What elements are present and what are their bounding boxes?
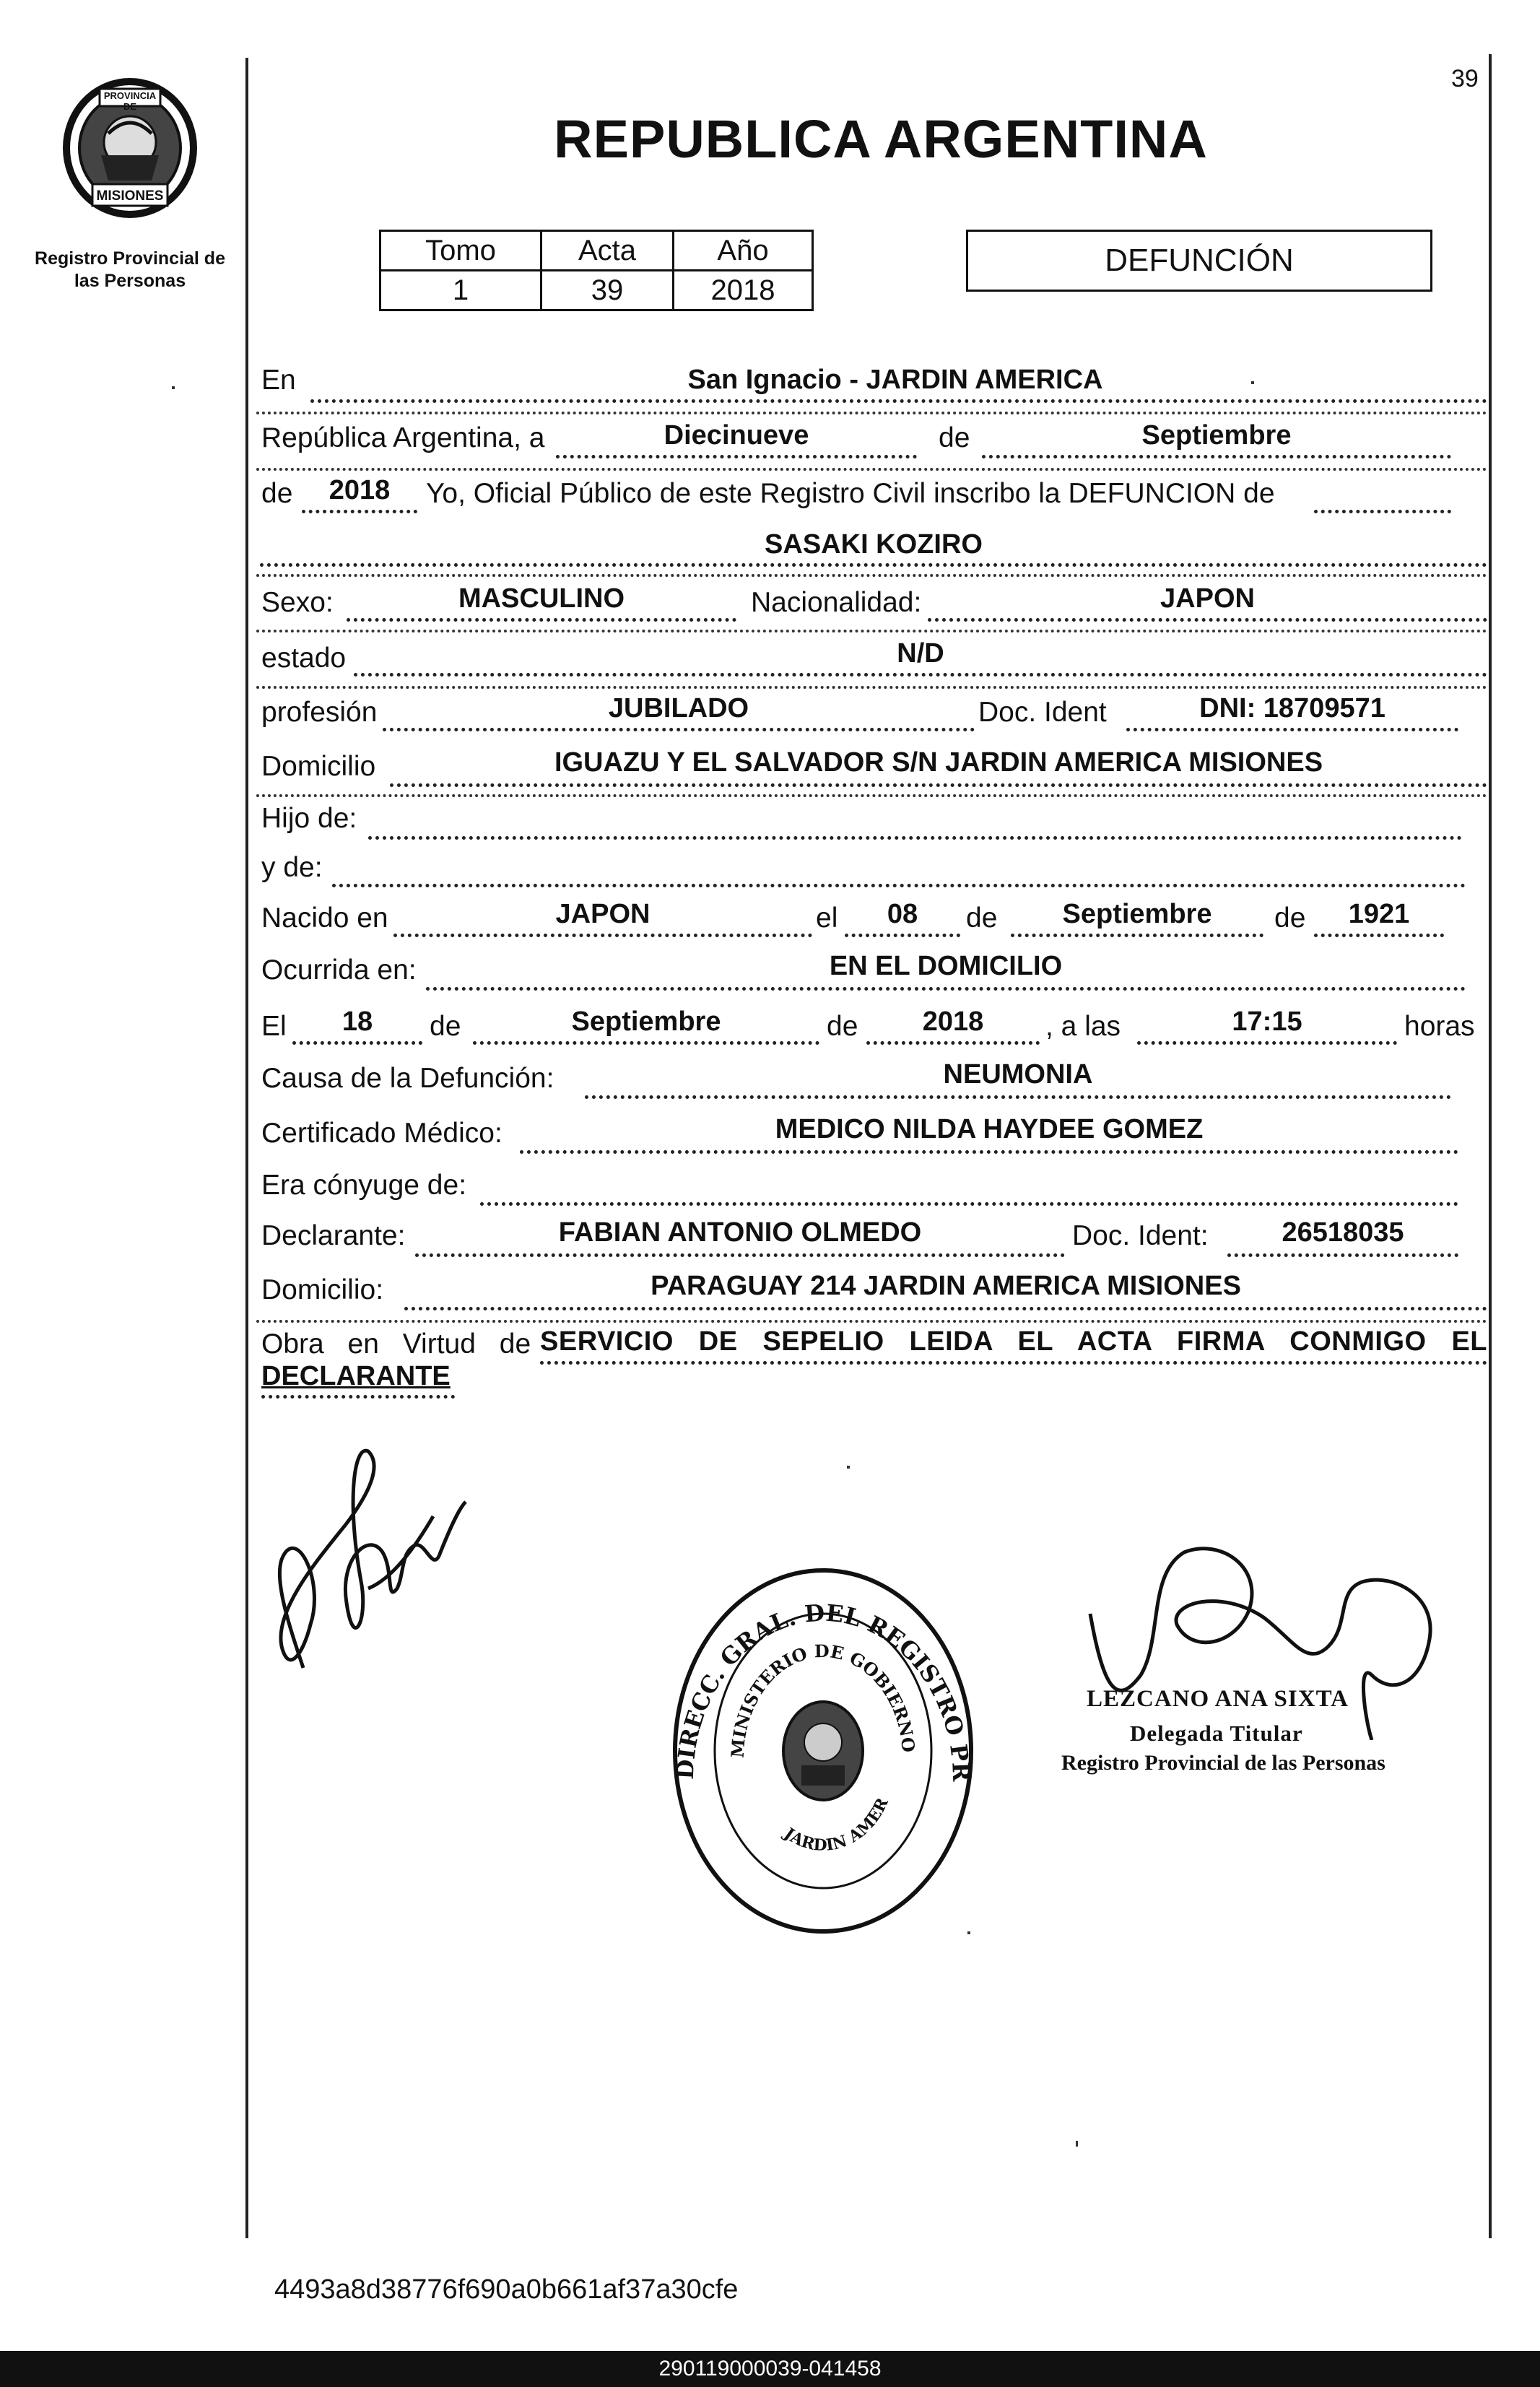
barcode-bar: 290119000039-041458 (0, 2351, 1540, 2387)
estado-value: N/D (897, 638, 944, 669)
page-title: REPUBLICA ARGENTINA (554, 109, 1208, 169)
birth-day: 08 (887, 899, 918, 929)
conyuge-label: Era cónyuge de: (261, 1170, 467, 1201)
domicilio2-label: Domicilio: (261, 1274, 384, 1305)
domicilio2-dots (404, 1307, 1487, 1310)
estado-label: estado (261, 643, 347, 674)
document-hash: 4493a8d38776f690a0b661af37a30cfe (274, 2274, 739, 2305)
republica-label: República Argentina, a (261, 422, 545, 453)
logo-text-bottom: MISIONES (96, 188, 164, 204)
hijo-label: Hijo de: (261, 803, 357, 834)
oficial-text: Yo, Oficial Público de este Registro Civil inscribo la DEFUNCION de (426, 478, 1275, 509)
row-separator (256, 630, 1487, 632)
de1-label: de (939, 422, 970, 453)
row-separator (256, 468, 1487, 471)
stamp-outer-text: DIRECC. GRAL. DEL REGISTRO PR (671, 1599, 975, 1782)
year-value: 2018 (329, 475, 391, 505)
certificado-dots (520, 1150, 1458, 1154)
row-separator (256, 1320, 1487, 1323)
acta-header: Acta (541, 231, 674, 271)
death-day-dots (292, 1041, 422, 1045)
declarant-signature (260, 1437, 469, 1697)
ocurrida-dots (426, 987, 1466, 991)
row-separator (256, 574, 1487, 577)
stamp-inner-text: MINISTERIO DE GOBIERNO (726, 1640, 920, 1759)
sexo-label: Sexo: (261, 587, 334, 618)
speck (1076, 2141, 1078, 2147)
death-time: 17:15 (1232, 1006, 1302, 1037)
causa-value: NEUMONIA (943, 1059, 1093, 1090)
profesion-value: JUBILADO (608, 693, 749, 723)
row-separator (256, 686, 1487, 689)
record-table (379, 230, 814, 311)
row-separator (256, 412, 1487, 414)
hijo-dots (368, 836, 1462, 840)
obra-value-line2: DECLARANTE (261, 1361, 451, 1391)
profesion-label: profesión (261, 697, 378, 728)
declarante-value: FABIAN ANTONIO OLMEDO (558, 1217, 922, 1248)
page-number: 39 (1451, 65, 1479, 92)
death-time-dots (1137, 1041, 1397, 1045)
birth-day-dots (845, 934, 960, 937)
logo-text-top: PROVINCIA DE (103, 90, 157, 112)
sexo-dots (347, 618, 736, 622)
nacido-dots (393, 934, 812, 937)
day-dots (556, 455, 917, 458)
causa-dots (585, 1095, 1451, 1099)
obra-label: Obra en Virtud de (261, 1329, 531, 1360)
anio-header: Año (674, 231, 813, 271)
y-de-dots (332, 884, 1466, 887)
month-dots (982, 455, 1451, 458)
de4-label: de (1274, 903, 1306, 934)
de5-label: de (430, 1011, 461, 1042)
el-label: el (816, 903, 838, 934)
speck (172, 386, 175, 389)
registrar-role: Delegada Titular (1130, 1721, 1303, 1746)
death-year: 2018 (922, 1006, 984, 1037)
en-dots (310, 399, 1487, 403)
deceased-name: SASAKI KOZIRO (765, 529, 983, 560)
day-value: Diecinueve (664, 420, 809, 451)
name-dots (260, 563, 1487, 567)
certificado-value: MEDICO NILDA HAYDEE GOMEZ (775, 1114, 1204, 1144)
birth-year-dots (1314, 934, 1444, 937)
nacido-label: Nacido en (261, 903, 388, 934)
de6-label: de (827, 1011, 858, 1042)
birth-month: Septiembre (1062, 899, 1212, 929)
en-value: San Ignacio - JARDIN AMERICA (687, 365, 1103, 395)
declarante-label: Declarante: (261, 1220, 406, 1251)
obra-value-line1: SERVICIO DE SEPELIO LEIDA EL ACTA FIRMA CONMIGO EL (540, 1326, 1487, 1357)
ocurrida-value: EN EL DOMICILIO (829, 951, 1063, 981)
nacido-value: JAPON (555, 899, 651, 929)
birth-year: 1921 (1348, 899, 1410, 929)
doc-value: DNI: 18709571 (1199, 693, 1385, 723)
certificado-label: Certificado Médico: (261, 1118, 503, 1149)
tomo-value: 1 (380, 271, 541, 310)
birth-month-dots (1011, 934, 1263, 937)
nacionalidad-dots (928, 618, 1487, 622)
official-stamp (664, 1563, 982, 1939)
province-logo (58, 76, 202, 220)
domicilio-label: Domicilio (261, 751, 376, 782)
speck (967, 1931, 970, 1934)
domicilio-dots (390, 783, 1487, 787)
estado-dots (354, 673, 1487, 677)
nacionalidad-label: Nacionalidad: (751, 587, 922, 618)
de2-label: de (261, 478, 293, 509)
speck (1251, 381, 1254, 384)
registrar-office: Registro Provincial de las Personas (1061, 1751, 1385, 1775)
a-las-label: , a las (1045, 1011, 1121, 1042)
acta-value: 39 (541, 271, 674, 310)
month-value: Septiembre (1141, 420, 1292, 451)
horas-label: horas (1404, 1011, 1475, 1042)
right-margin-rule (1489, 54, 1492, 2238)
record-type-box: DEFUNCIÓN (966, 230, 1432, 292)
row-separator (256, 794, 1487, 797)
logo-caption: Registro Provincial de las Personas (35, 248, 225, 291)
domicilio2-value: PARAGUAY 214 JARDIN AMERICA MISIONES (651, 1271, 1241, 1301)
death-year-dots (866, 1041, 1040, 1045)
doc2-value: 26518035 (1282, 1217, 1404, 1248)
domicilio-value: IGUAZU Y EL SALVADOR S/N JARDIN AMERICA MISIONES (554, 747, 1323, 778)
conyuge-dots (480, 1202, 1458, 1206)
speck (847, 1466, 850, 1469)
death-month: Septiembre (571, 1006, 721, 1037)
nacionalidad-value: JAPON (1160, 583, 1255, 614)
tomo-header: Tomo (380, 231, 541, 271)
doc2-label: Doc. Ident: (1072, 1220, 1209, 1251)
el2-label: El (261, 1011, 287, 1042)
profesion-dots (383, 728, 975, 731)
obra-line2-dots (261, 1395, 455, 1399)
doc-dots (1126, 728, 1458, 731)
death-day: 18 (342, 1006, 373, 1037)
left-margin-rule (245, 58, 248, 2238)
declarante-dots (415, 1253, 1065, 1257)
oficial-dots (1314, 510, 1451, 513)
sexo-value: MASCULINO (458, 583, 625, 614)
doc-label: Doc. Ident (978, 697, 1107, 728)
stamp-bottom-text: JARDIN AMER (780, 1795, 892, 1856)
y-de-label: y de: (261, 852, 323, 883)
year-dots (302, 510, 417, 513)
ocurrida-label: Ocurrida en: (261, 955, 417, 986)
obra-dots (540, 1361, 1487, 1365)
death-month-dots (473, 1041, 819, 1045)
doc2-dots (1227, 1253, 1458, 1257)
anio-value: 2018 (674, 271, 813, 310)
causa-label: Causa de la Defunción: (261, 1063, 554, 1094)
de3-label: de (966, 903, 998, 934)
registrar-name: LEZCANO ANA SIXTA (1087, 1686, 1349, 1712)
en-label: En (261, 365, 296, 396)
